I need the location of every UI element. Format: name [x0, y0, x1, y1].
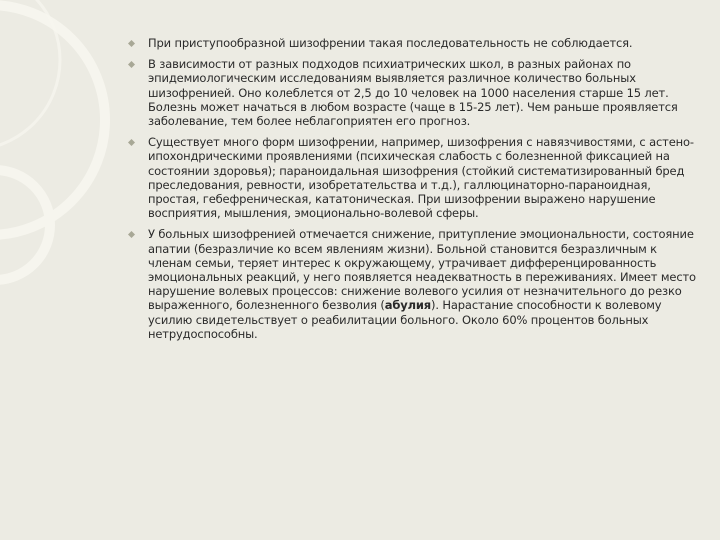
- leaf-bullet-icon: [128, 61, 135, 68]
- bullet-text: В зависимости от разных подходов психиатрических школ, в разных районах по эпидемиологическим исследованиям выявляется различное количество больных шизофренией. Оно колеблется от 2,5 до 10 человек на 1000 населения старше 15 лет. Болезнь может начаться в любом возрасте (чаще в 15-25 лет). Чем раньше проявляется заболевание, тем более неблагоприятен его прогноз.: [148, 57, 678, 129]
- bullet-text: Существует много форм шизофрении, например, шизофрения с навязчивостями, с астено-ипохондрическими проявлениями (психическая слабость с болезненной фиксацией на состоянии здоровья); параноидальная шизофрения (стойкий систематизированный бред преследования, ревности, изобретательства и т.д.), галлюцинаторно-параноидная, простая, гебефреническая, кататоническая. При шизофрении выражено нарушение восприятия, мышления, эмоционально-волевой сферы.: [148, 135, 694, 221]
- bullet-text-cont: ). Нарастание способности к волевому усилию свидетельствует о реабилитации больного. Около 60% процентов больных нетрудоспособны.: [148, 298, 662, 341]
- bullet-text: При приступообразной шизофрении такая последовательность не соблюдается.: [148, 36, 633, 50]
- bullet-item-4: [128, 227, 703, 341]
- bullet-list: [128, 36, 703, 341]
- decor-ring-thin: [0, 0, 60, 150]
- decor-ring-large: [0, 5, 105, 235]
- bullet-item-2: [128, 57, 703, 128]
- slide-content: [128, 36, 703, 348]
- bold-term: абулия: [384, 298, 432, 313]
- leaf-bullet-icon: [128, 231, 135, 238]
- bullet-text: У больных шизофренией отмечается снижение, притупление эмоциональности, состояние апатии (безразличие ко всем явлениям жизни). Больной становится безразличным к членам семьи, теряет интерес к окружающему, утрачивает дифференцированность эмоциональных реакций, у него появляется неадекватность в переживаниях. Имеет место нарушение волевых процессов: снижение волевого усилия от незначительного до резко выраженного, болезненного безволия (: [148, 227, 696, 313]
- bullet-item-1: [128, 36, 703, 50]
- bullet-item-3: [128, 135, 703, 220]
- leaf-bullet-icon: [128, 139, 135, 146]
- leaf-bullet-icon: [128, 40, 135, 47]
